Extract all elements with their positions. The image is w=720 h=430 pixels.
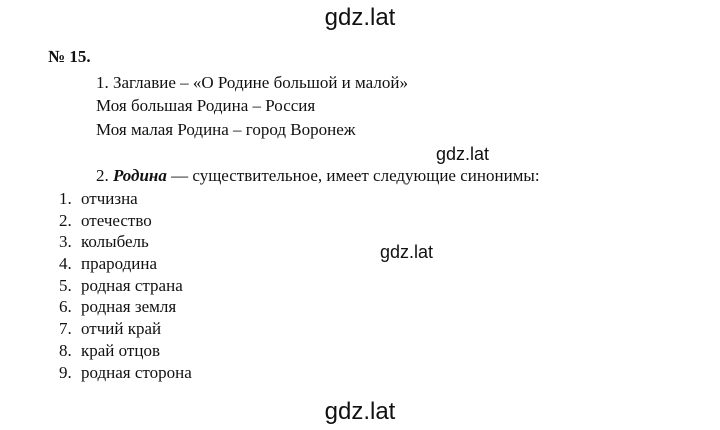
synonym-word: колыбель	[81, 232, 149, 252]
synonym-word: край отцов	[81, 340, 160, 360]
watermark-top: gdz.lat	[324, 4, 396, 31]
synonym-item	[59, 318, 192, 340]
watermark-bottom: gdz.lat	[324, 398, 396, 425]
synonym-item	[59, 188, 192, 210]
item-2-text: — существительное, имеет следующие синонимы:	[166, 166, 540, 185]
synonym-number: 3.	[59, 232, 72, 252]
watermark-middle-lower: gdz.lat	[380, 242, 434, 262]
synonyms-list	[59, 188, 192, 383]
watermark-middle: gdz.lat	[436, 144, 490, 164]
synonym-number: 1.	[59, 189, 72, 208]
synonym-word: отчизна	[81, 189, 138, 208]
synonym-item	[59, 296, 192, 318]
synonym-number: 8.	[59, 340, 72, 360]
synonym-item	[59, 253, 192, 275]
item-2-heading	[96, 166, 540, 186]
synonym-word: родная страна	[81, 275, 183, 295]
item-2-number: 2.	[96, 166, 109, 185]
synonym-number: 9.	[59, 362, 72, 382]
synonym-item	[59, 231, 192, 253]
synonym-number: 7.	[59, 319, 72, 339]
task-number: № 15.	[48, 47, 91, 66]
synonym-word: отечество	[81, 210, 152, 230]
synonym-word: прародина	[81, 254, 158, 274]
synonym-number: 2.	[59, 210, 72, 230]
synonym-number: 5.	[59, 275, 72, 295]
item-1-text: Заглавие – «О Родине большой и малой»	[113, 73, 408, 92]
synonym-item	[59, 340, 192, 362]
synonym-number: 4.	[59, 254, 72, 274]
synonym-item	[59, 210, 192, 232]
synonym-item	[59, 362, 192, 384]
synonym-word: родная сторона	[81, 362, 192, 382]
big-homeland-line: Моя большая Родина – Россия	[96, 96, 316, 115]
synonym-word: отчий край	[81, 319, 162, 339]
item-1-title	[96, 73, 408, 93]
synonym-item	[59, 275, 192, 297]
synonym-number: 6.	[59, 297, 72, 317]
synonym-word: родная земля	[81, 297, 177, 317]
small-homeland-line: Моя малая Родина – город Воронеж	[96, 120, 356, 139]
item-2-term: Родина	[113, 166, 167, 185]
item-1-number: 1.	[96, 73, 109, 92]
